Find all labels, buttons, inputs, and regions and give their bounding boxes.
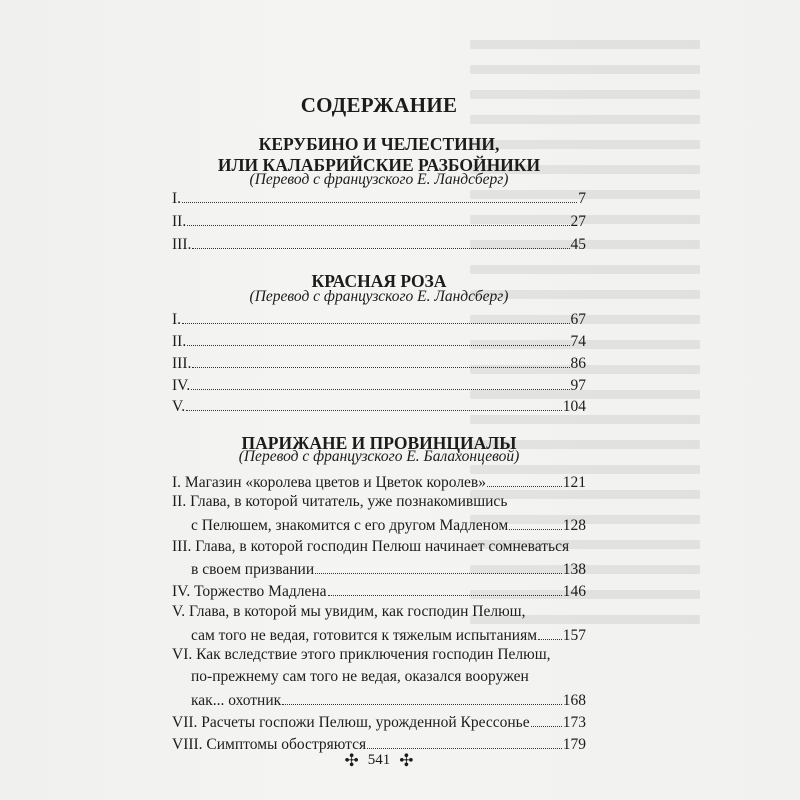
entry-page: 74	[570, 333, 586, 350]
dot-leader	[192, 353, 569, 368]
entry-label-continued: с Пелюшем, знакомится с его другом Мадленом	[191, 517, 509, 534]
toc-entry[interactable]	[172, 396, 586, 418]
dot-leader	[182, 188, 577, 203]
translator-note: (Перевод с французского Е. Ландсберг)	[249, 288, 509, 305]
entry-label: I.	[172, 311, 182, 328]
entry-label: II.	[172, 333, 187, 350]
entry-page: 97	[570, 377, 586, 394]
entry-page: 146	[562, 583, 586, 600]
entry-label-continued: в своем призвании	[191, 561, 315, 578]
entry-label[interactable]: V. Глава, в которой мы увидим, как господин Пелюш,	[172, 603, 526, 620]
section-title-line: ПАРИЖАНЕ И ПРОВИНЦИАЛЫ	[241, 433, 517, 453]
dot-leader	[328, 581, 562, 596]
dot-leader	[186, 396, 562, 411]
entry-page: 86	[570, 355, 586, 372]
dot-leader	[192, 234, 569, 249]
toc-entry[interactable]	[172, 331, 586, 353]
entry-label: II.	[172, 213, 187, 230]
dot-leader	[187, 211, 569, 226]
toc-entry[interactable]	[172, 625, 586, 647]
toc-entry[interactable]	[172, 353, 586, 375]
dot-leader	[487, 472, 562, 487]
page-number: 541	[367, 752, 391, 768]
entry-label[interactable]: II. Глава, в которой читатель, уже познакомившись	[172, 493, 508, 510]
toc-entry[interactable]	[172, 211, 586, 233]
entry-label[interactable]: VI. Как вследствие этого приключения господин Пелюш,	[172, 646, 551, 663]
toc-entry[interactable]	[172, 690, 586, 712]
entry-label-continued[interactable]: по-прежнему сам того не ведая, оказался вооружен	[191, 668, 529, 685]
toc-entry[interactable]	[172, 188, 586, 210]
entry-label: III.	[172, 236, 192, 253]
section-title	[172, 134, 586, 176]
entry-page: 67	[570, 311, 586, 328]
entry-page: 104	[562, 398, 586, 415]
dot-leader	[187, 331, 569, 346]
toc-entry[interactable]	[172, 581, 586, 603]
entry-label: IV. Торжество Мадлена	[172, 583, 327, 600]
entry-label[interactable]: III. Глава, в которой господин Пелюш начинает сомневаться	[172, 538, 570, 555]
entry-page: 27	[570, 213, 586, 230]
toc-entry[interactable]	[172, 375, 586, 397]
dot-leader	[315, 559, 562, 574]
entry-page: 157	[562, 627, 586, 644]
section-title-line: КЕРУБИНО И ЧЕЛЕСТИНИ,	[258, 134, 500, 154]
toc-entry[interactable]	[172, 712, 586, 734]
translator-note: (Перевод с французского Е. Ландсберг)	[249, 171, 509, 188]
toc-entry[interactable]	[172, 309, 586, 331]
dot-leader	[282, 690, 562, 705]
entry-label: IV.	[172, 377, 191, 394]
entry-label: I.	[172, 190, 182, 207]
page-footer	[172, 752, 586, 769]
toc-heading: СОДЕРЖАНИЕ	[300, 93, 458, 117]
entry-label: III.	[172, 355, 192, 372]
entry-page: 173	[562, 714, 586, 731]
dot-leader	[182, 309, 569, 324]
dot-leader	[191, 375, 569, 390]
entry-page: 179	[562, 736, 586, 753]
section-title-line: ИЛИ КАЛАБРИЙСКИЕ РАЗБОЙНИКИ	[217, 155, 541, 175]
dot-leader	[538, 625, 562, 640]
section-title-line: КРАСНАЯ РОЗА	[311, 271, 447, 291]
toc-entry[interactable]	[172, 472, 586, 494]
translator-note: (Перевод с французского Е. Балахонцевой)	[238, 448, 520, 465]
entry-label: V.	[172, 398, 186, 415]
dot-leader	[531, 712, 562, 727]
dot-leader	[367, 734, 562, 749]
entry-label: I. Магазин «королева цветов и Цветок королев»	[172, 474, 487, 491]
entry-label-continued: как... охотник	[191, 692, 282, 709]
entry-page: 121	[562, 474, 586, 491]
toc-entry[interactable]	[172, 234, 586, 256]
entry-page: 128	[562, 517, 586, 534]
toc-entry[interactable]	[172, 515, 586, 537]
dot-leader	[509, 515, 562, 530]
entry-page: 7	[578, 190, 586, 207]
entry-page: 168	[562, 692, 586, 709]
entry-label: VII. Расчеты госпожи Пелюш, урожденной Крессонье	[172, 714, 530, 731]
entry-label-continued: сам того не ведая, готовится к тяжелым испытаниям	[191, 627, 538, 644]
ornament-icon: ✣	[399, 751, 414, 770]
toc-entry[interactable]	[172, 559, 586, 581]
ornament-icon: ✣	[344, 751, 359, 770]
entry-label: VIII. Симптомы обостряются	[172, 736, 367, 753]
entry-page: 138	[562, 561, 586, 578]
entry-page: 45	[570, 236, 586, 253]
